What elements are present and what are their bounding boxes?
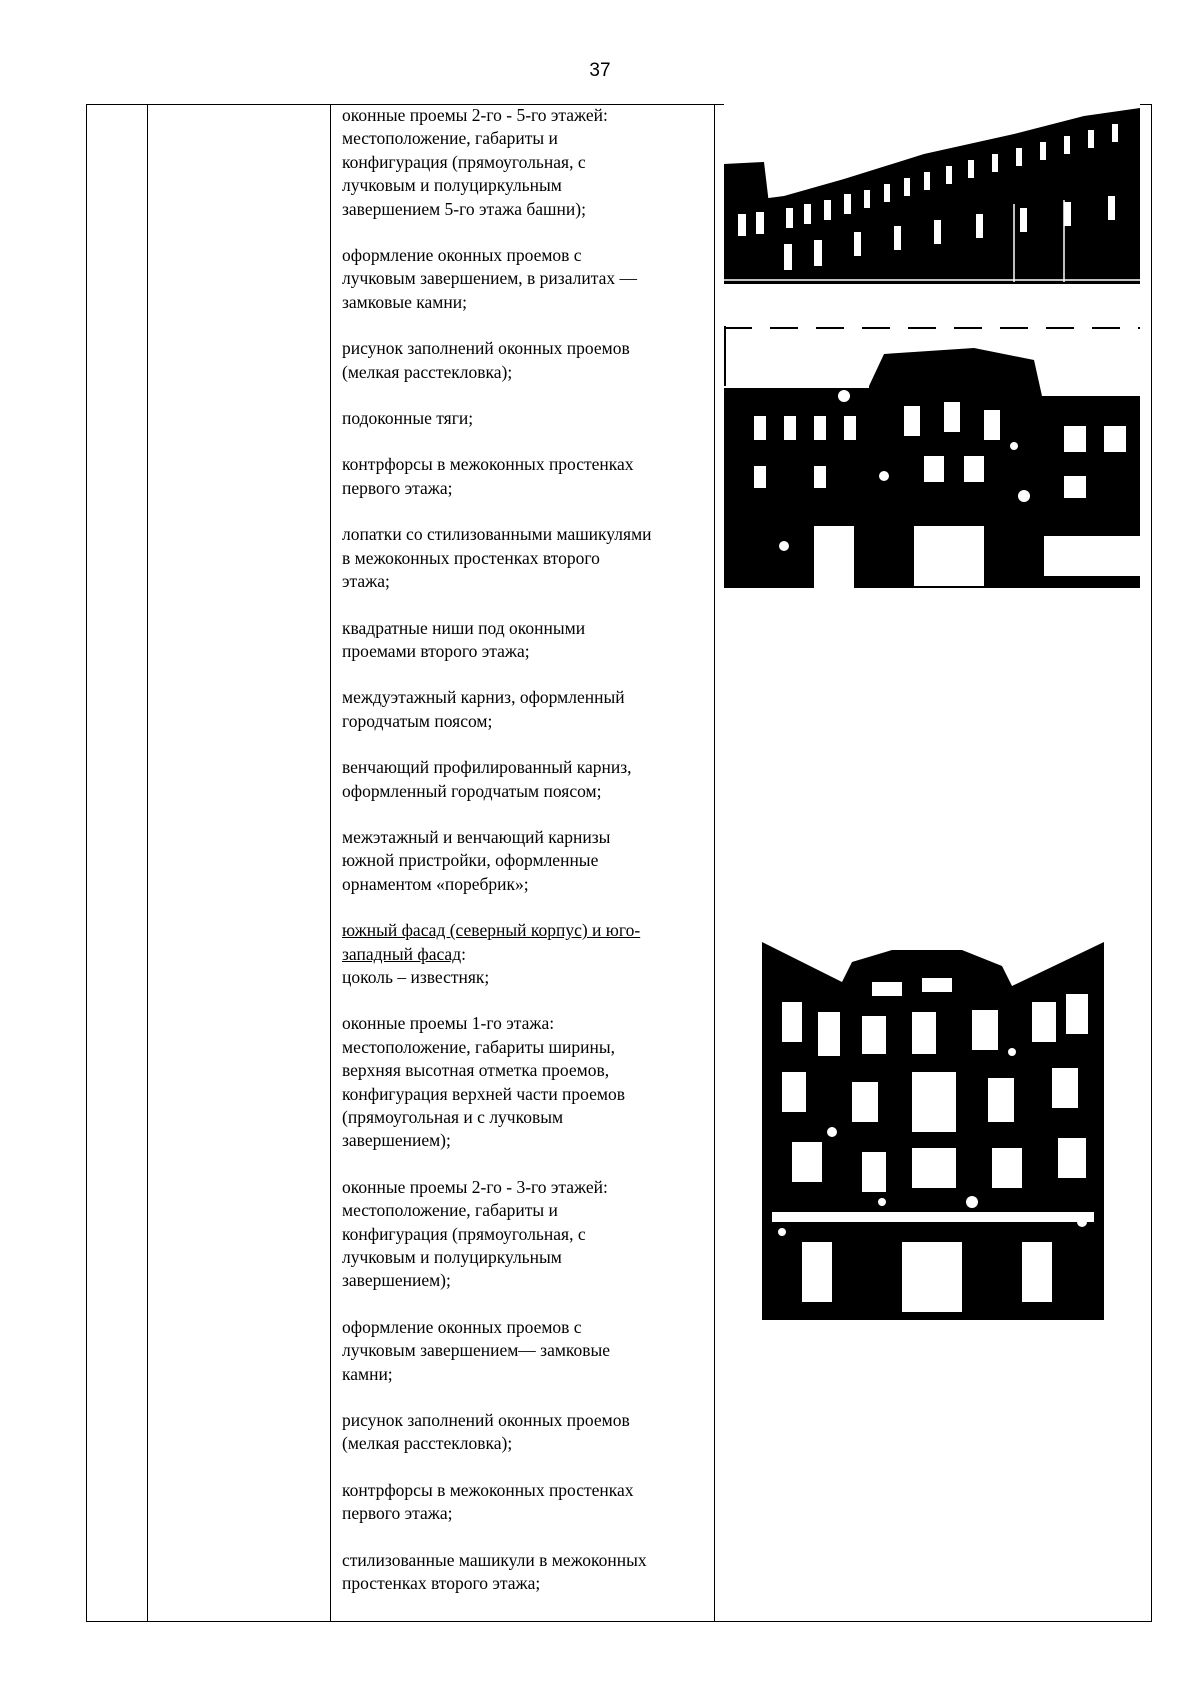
building-photo-1 [724,104,1140,300]
paragraph: оконные проемы 1-го этажа: местоположение, габариты ширины, верхняя высотная отметка проемов, конфигурация верхней части проемов (прямоугольная и с лучковым завершением); [342,1013,625,1151]
building-photo-3 [762,942,1104,1320]
building-photo-2 [724,326,1140,588]
paragraph: квадратные ниши под оконными проемами второго этажа; [342,617,586,661]
facade-section [342,919,708,989]
facade-heading-colon: : [461,943,466,964]
paragraph: венчающий профилированный карниз, оформленный городчатым поясом; [342,757,632,801]
column-divider-3 [714,104,715,1622]
paragraph: подоконные тяги; [342,408,474,429]
paragraph: контрфорсы в межоконных простенках первого этажа; [342,454,634,498]
page-number: 37 [589,60,611,81]
paragraph: оконные проемы 2-го - 5-го этажей: местоположение, габариты и конфигурация (прямоугольная, с лучковым и полуциркульным завершением 5-го этажа башни); [342,105,608,219]
paragraph: рисунок заполнений оконных проемов (мелкая расстекловка); [342,1410,630,1454]
paragraph: межэтажный и венчающий карнизы южной пристройки, оформленные орнаментом «поребрик»; [342,826,611,894]
paragraph: оформление оконных проемов с лучковым завершением— замковые камни; [342,1316,611,1384]
paragraph: рисунок заполнений оконных проемов (мелкая расстекловка); [342,338,630,382]
paragraph: междуэтажный карниз, оформленный городчатым поясом; [342,687,625,731]
facade-heading: южный фасад (северный корпус) и юго- западный фасад [342,920,641,964]
paragraph: оконные проемы 2-го - 3-го этажей: местоположение, габариты и конфигурация (прямоугольная, с лучковым и полуциркульным завершением); [342,1176,608,1291]
paragraph: оформление оконных проемов с лучковым завершением, в ризалитах — замковые камни; [342,245,637,312]
paragraph: стилизованные машикули в межоконных простенках второго этажа; [342,1549,647,1594]
paragraph: контрфорсы в межоконных простенках первого этажа; [342,1479,634,1524]
elements-description-column [342,104,708,1619]
paragraph-plinth: цоколь – известняк; [342,966,490,987]
paragraph: лопатки со стилизованными машикулями в межоконных простенках второго этажа; [342,524,652,592]
column-divider-1 [147,104,148,1622]
column-divider-2 [330,104,331,1622]
